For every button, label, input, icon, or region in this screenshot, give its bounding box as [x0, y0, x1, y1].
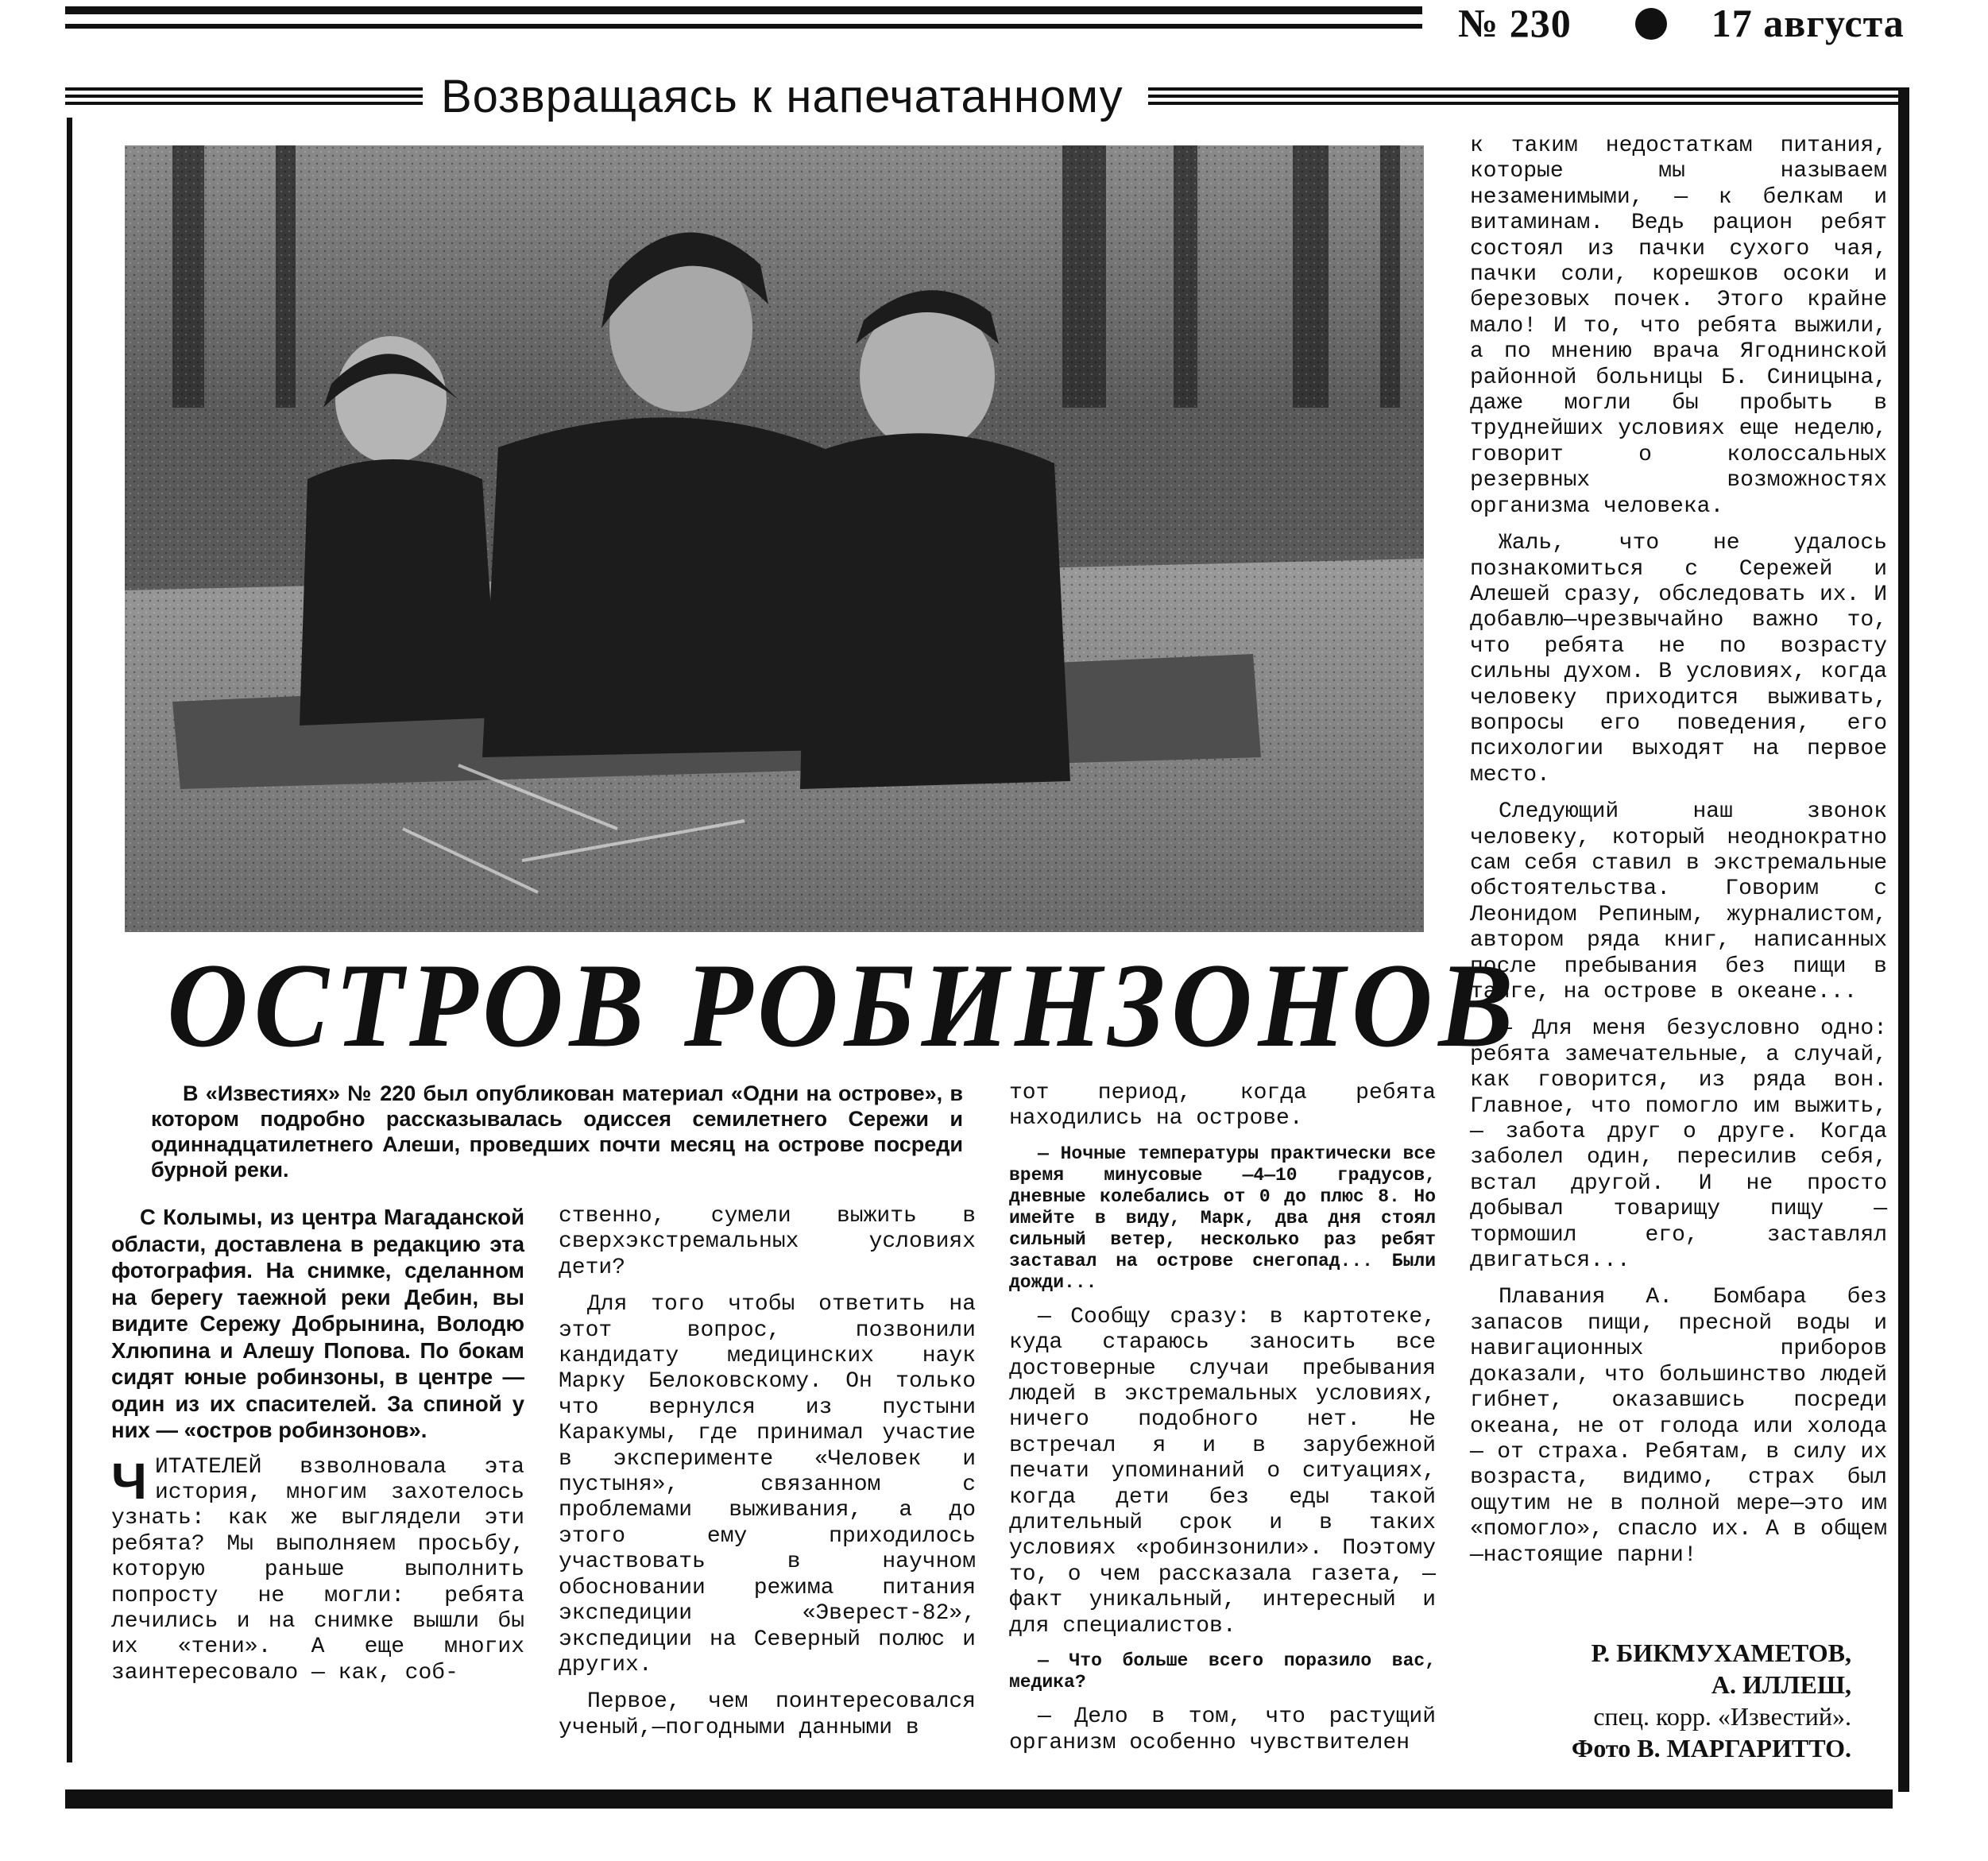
article-column-2: [559, 1204, 976, 1752]
paragraph: [111, 1452, 524, 1687]
bottom-rule: [65, 1789, 1893, 1809]
article-photo: [125, 145, 1424, 932]
issue-number: № 230: [1458, 1, 1572, 45]
byline: [1470, 1637, 1851, 1764]
drop-cap: Ч: [111, 1452, 147, 1510]
paragraph: — Для меня безусловно одно: ребята замечательные, а случай, как говорится, из ряда вон. Главное, что помогло им выжить, — забота друг о друге. Когда заболел один, пересилив себя, встал другой. И не просто добывал товарищу пищу — тормошил его, заставлял двигаться...: [1470, 1016, 1887, 1274]
article-lead: В «Известиях» № 220 был опубликован материал «Одни на острове», в котором подробно рассказывалась одиссея семилетнего Сережи и одиннадцатилетнего Алеши, проведших почти месяц на острове посреди бурной реки.: [151, 1081, 963, 1182]
paragraph: тот период, когда ребята находились на острове.: [1009, 1081, 1436, 1132]
left-column-rule: [67, 118, 72, 1762]
paragraph: ственно, сумели выжить в сверхэкстремальных условиях дети?: [559, 1204, 976, 1280]
paragraph: к таким недостаткам питания, которые мы называем незаменимыми, — к белкам и витаминам. Ведь рацион ребят состоял из пачки сухого чая, пачки соли, корешков осоки и березовых почек. Этого крайне мало! И то, что ребята выжили, а по мнению врача Ягоднинской районной больницы Б. Синицына, даже могли бы пробыть в труднейших условиях еще неделю, говорит о колоссальных резервных возможностях организма человека.: [1470, 133, 1887, 519]
paragraph-text: ИТАТЕЛЕЙ взволновала эта история, многим захотелось узнать: как же выглядели эти ребята? Мы выполняем просьбу, которую раньше выполнить попросту не могли: ребята лечились и на снимке вышли бы их «тени». А еще многих заинтересовало — как, соб-: [111, 1454, 524, 1685]
section-rule-right: [1148, 87, 1903, 110]
paragraph: Для того чтобы ответить на этот вопрос, позвонили кандидату медицинских наук Марку Белоковскому. Он только что вернулся из пустыни Каракумы, где принимал участие в эксперименте «Человек и пустыня», связанном с проблемами выживания, а до этого ему приходилось участвовать в научном обосновании режима питания экспедиции «Эверест-82», экспедиции на Северный полюс и других.: [559, 1292, 976, 1677]
paragraph: Плавания А. Бомбара без запасов пищи, пресной воды и навигационных приборов доказали, что большинство людей гибнет, оказавшись посреди океана, не от голода или холода — от страха. Ребятам, в силу их возраста, видимо, страх был ощутим не в полной мере—это им «помогло», спасло их. А в общем —настоящие парни!: [1470, 1285, 1887, 1568]
article-column-4: [1470, 133, 1887, 1580]
paragraph: Следующий наш звонок человеку, который неоднократно сам себя ставил в экстремальные обстоятельства. Говорим с Леонидом Репиным, журналистом, автором ряда книг, написанных после пребывания без пищи в тайге, на острове в океане...: [1470, 799, 1887, 1004]
question: — Что больше всего поразило вас, медика?: [1009, 1650, 1436, 1693]
photo-caption: С Колымы, из центра Магаданской области, доставлена в редакцию эта фотография. На снимке, сделанном на берегу таежной реки Дебин, вы видите Сережу Добрынина, Володю Хлюпина и Алешу Попова. По бокам сидят юные робинзоны, в центре — один из их спасителей. За спиной у них — «остров робинзонов».: [111, 1205, 524, 1442]
paragraph: Жаль, что не удалось познакомиться с Сережей и Алешей сразу, обследовать их. И добавлю—чрезвычайно важно то, что ребята не по возрасту сильны духом. В условиях, когда человеку приходится выживать, вопросы его поведения, его психологии выходят на первое место.: [1470, 531, 1887, 787]
section-title: Возвращаясь к напечатанному: [441, 71, 1124, 122]
author-role: спец. корр. «Известий».: [1593, 1702, 1851, 1731]
right-column-rule: [1898, 87, 1909, 1792]
paragraph: — Дело в том, что растущий организм особенно чувствителен: [1009, 1704, 1436, 1755]
question: — Ночные температуры практически все время минусовые —4—10 градусов, дневные колебались от 0 до плюс 8. Но имейте в виду, Марк, два дня стоял сильный ветер, несколько раз ребят заставал на острове снегопад... Были дожди...: [1009, 1143, 1436, 1293]
photo-credit: Фото В. МАРГАРИТТО.: [1571, 1734, 1851, 1762]
masthead-rule-thin: [65, 24, 1422, 29]
article-column-3: [1009, 1081, 1436, 1767]
section-rule-left: [65, 87, 423, 110]
issue-info: [1458, 0, 1988, 48]
masthead-rule-thick: [65, 6, 1422, 14]
article-headline: ОСТРОВ РОБИНЗОНОВ: [167, 938, 1520, 1072]
paragraph: — Сообщу сразу: в картотеке, куда стараюсь заносить все достоверные случаи пребывания людей в экстремальных условиях, ничего подобного нет. Не встречал я и в зарубежной печати упоминаний о ситуациях, когда дети без еды такой длительный срок и в таких условиях «робинзонили». Поэтому то, о чем рассказала газета, — факт уникальный, интересный и для специалистов.: [1009, 1304, 1436, 1639]
author-1: Р. БИКМУХАМЕТОВ,: [1591, 1639, 1851, 1667]
author-2: А. ИЛЛЕШ,: [1711, 1670, 1851, 1699]
issue-date: 17 августа: [1711, 1, 1905, 45]
paragraph: Первое, чем поинтересовался ученый,—погодными данными в: [559, 1689, 976, 1740]
article-column-1: [111, 1204, 524, 1697]
bullet-icon: [1635, 8, 1667, 40]
